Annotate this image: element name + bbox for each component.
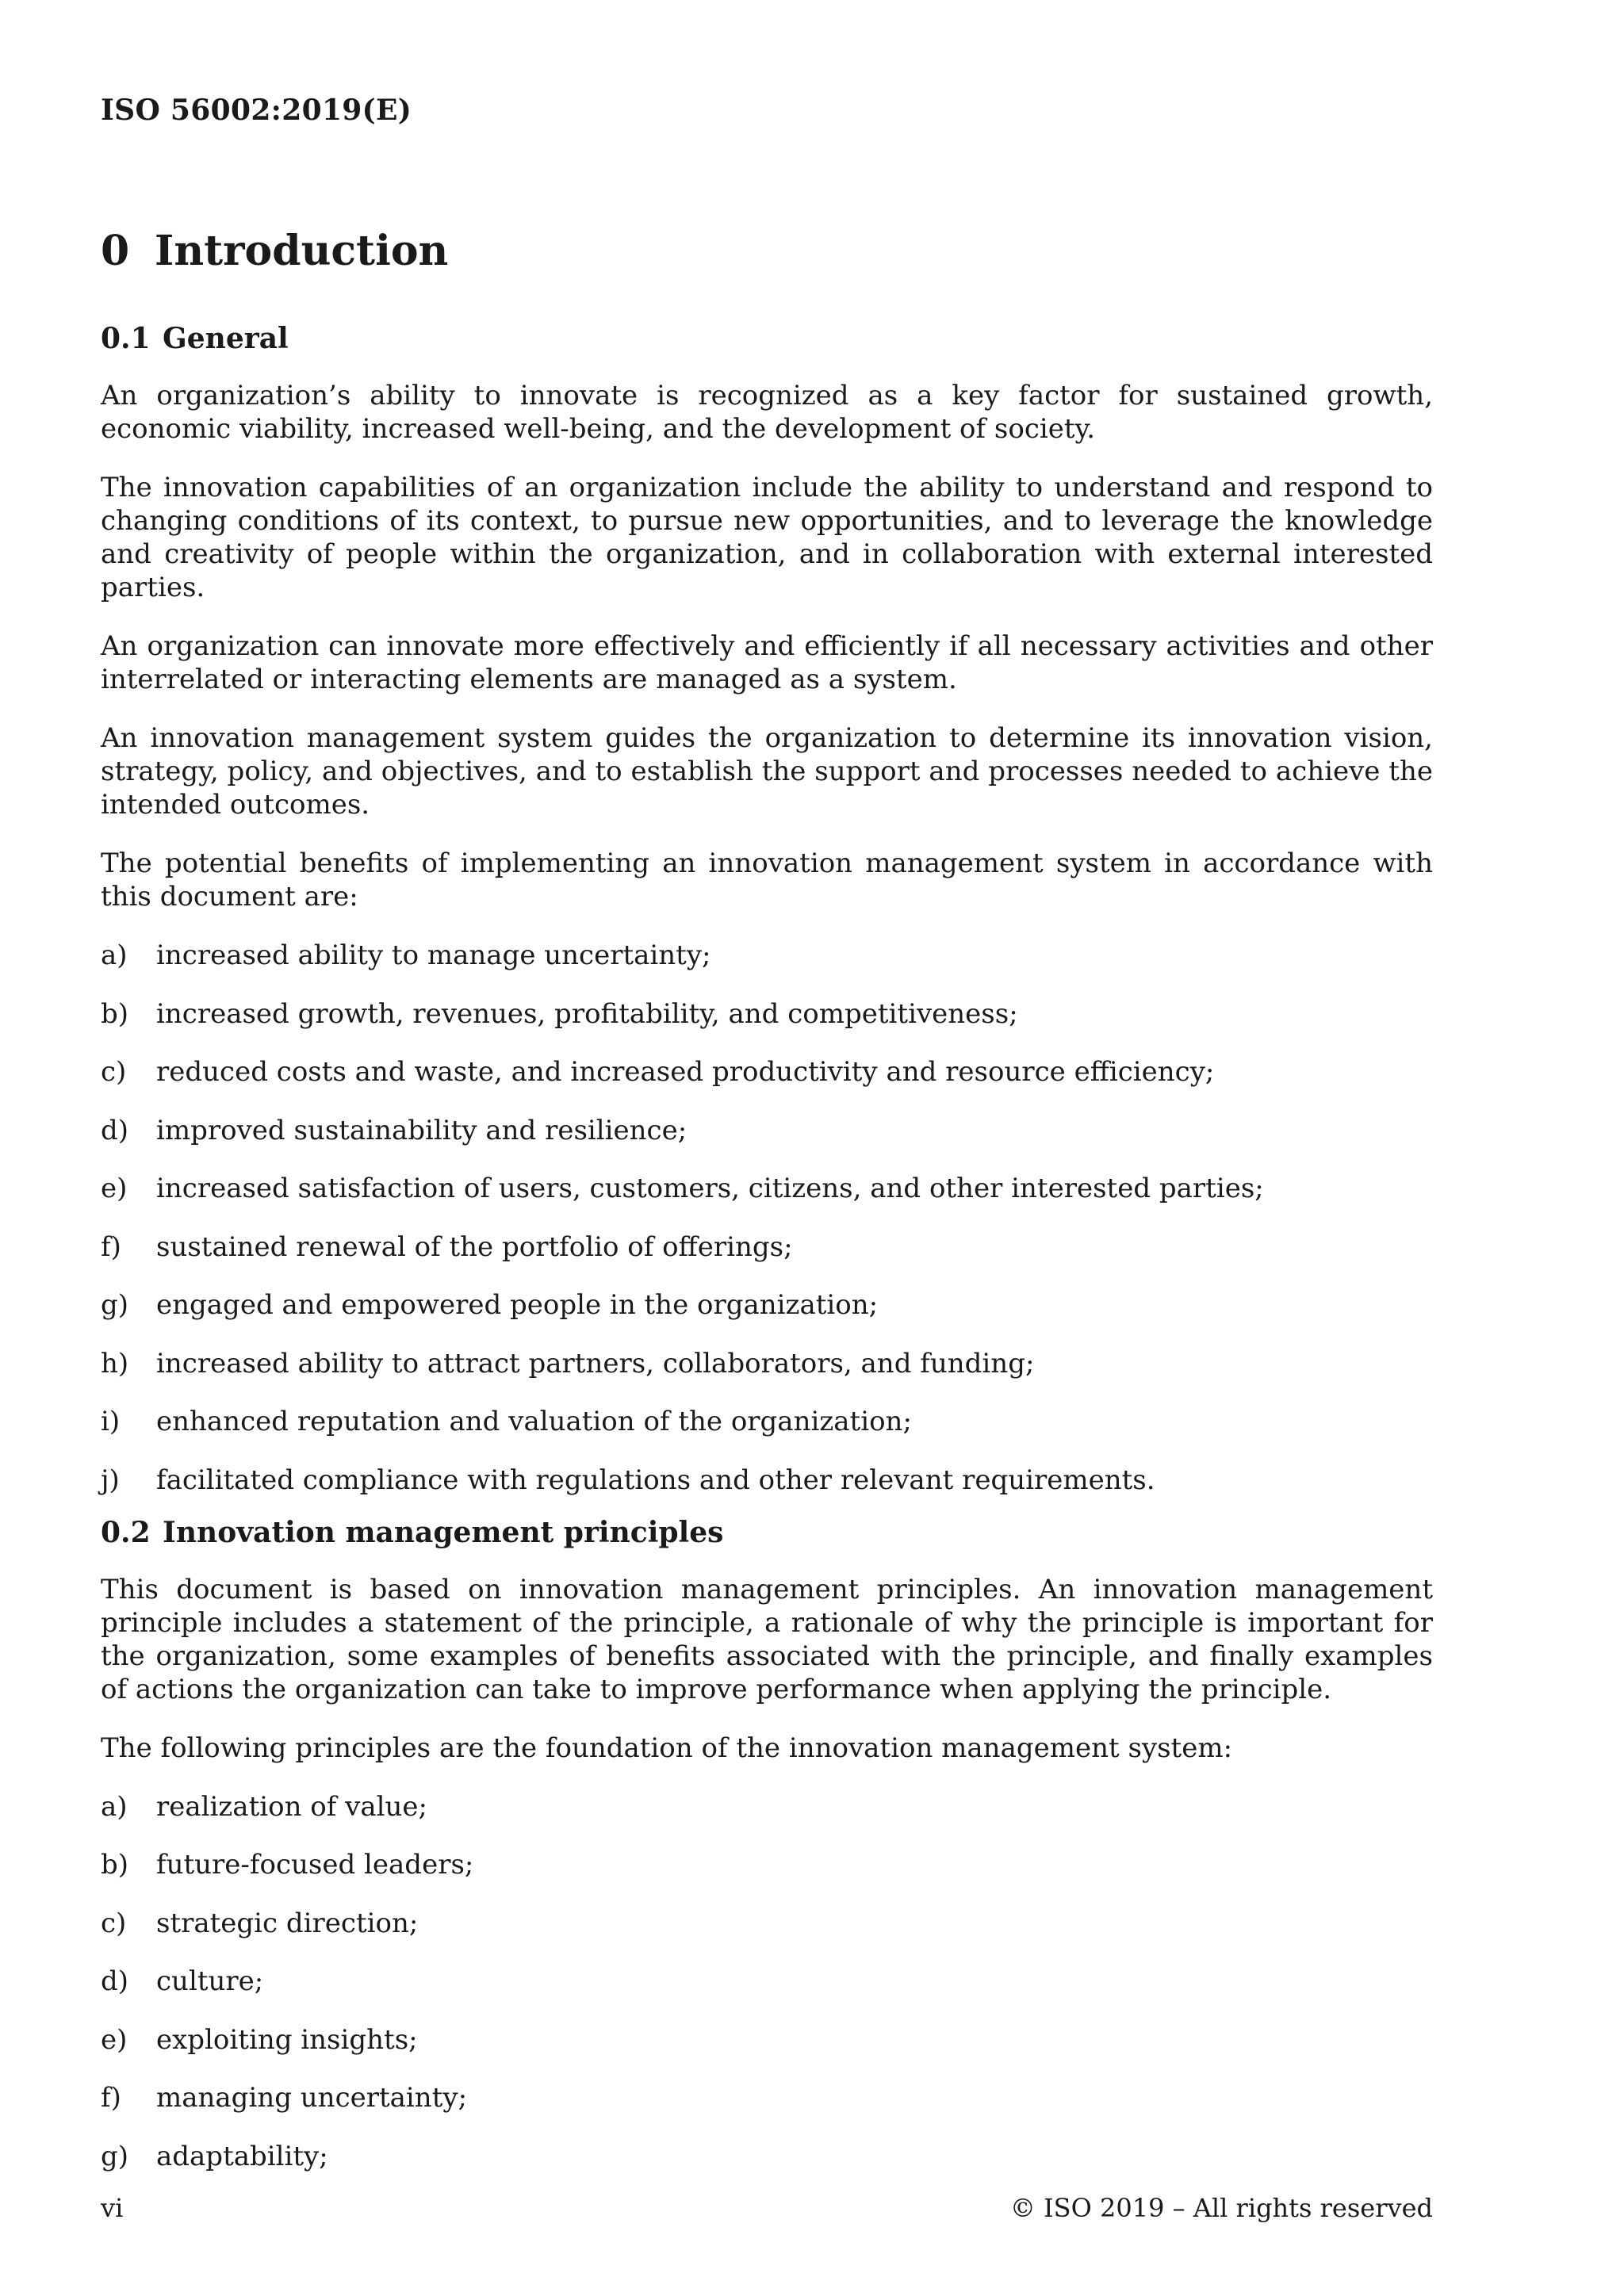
- list-marker: a): [101, 939, 128, 971]
- list-item: [101, 1965, 1433, 1998]
- subsection-number: 0.1: [101, 322, 151, 355]
- list-item-text: culture;: [156, 1965, 264, 1997]
- list-marker: b): [101, 1849, 129, 1881]
- list-item: [101, 2140, 1433, 2173]
- list-item: [101, 939, 1433, 972]
- list-item-text: increased ability to attract partners, collaborators, and funding;: [156, 1347, 1035, 1380]
- list-item: [101, 1055, 1433, 1089]
- list-item-text: engaged and empowered people in the organization;: [156, 1289, 879, 1321]
- subsection-title: General: [163, 322, 289, 355]
- list-item: [101, 1405, 1433, 1438]
- principles-list: [101, 1790, 1433, 2173]
- list-marker: g): [101, 1289, 129, 1321]
- list-item: [101, 1230, 1433, 1264]
- list-marker: b): [101, 997, 129, 1030]
- subsection-heading-general: [101, 320, 1433, 357]
- section-heading-introduction: [101, 224, 1433, 279]
- list-item: [101, 2023, 1433, 2057]
- paragraph: The following principles are the foundation of the innovation management system:: [101, 1732, 1233, 1764]
- list-marker: d): [101, 1965, 129, 1997]
- list-marker: h): [101, 1347, 129, 1380]
- page-number: vi: [101, 2193, 124, 2223]
- list-item: [101, 1464, 1433, 1497]
- document-identifier: ISO 56002:2019(E): [101, 94, 412, 127]
- list-marker: g): [101, 2140, 129, 2172]
- list-item-text: sustained renewal of the portfolio of offerings;: [156, 1230, 793, 1263]
- paragraph: An innovation management system guides the organization to determine its innovation vision, strategy, policy, and objectives, and to establish the support and processes needed to achieve the intended outcomes.: [101, 722, 1433, 821]
- paragraph: The innovation capabilities of an organization include the ability to understand and respond to changing conditions of its context, to pursue new opportunities, and to leverage the knowledge and creativity of people within the organization, and in collaboration with external interested parties.: [101, 472, 1433, 603]
- list-item: [101, 1347, 1433, 1380]
- list-item: [101, 1288, 1433, 1322]
- list-item-text: exploiting insights;: [156, 2023, 418, 2056]
- list-item-text: increased growth, revenues, profitability, and competitiveness;: [156, 997, 1018, 1030]
- list-item-text: facilitated compliance with regulations and other relevant requirements.: [156, 1464, 1155, 1496]
- list-marker: c): [101, 1056, 127, 1088]
- page-content: [101, 224, 1433, 2198]
- list-item-text: realization of value;: [156, 1790, 427, 1823]
- list-marker: a): [101, 1790, 128, 1823]
- list-item: [101, 2081, 1433, 2114]
- list-item: [101, 997, 1433, 1031]
- list-item-text: managing uncertainty;: [156, 2082, 468, 2114]
- list-marker: c): [101, 1907, 127, 1939]
- list-item: [101, 1790, 1433, 1823]
- list-item-text: reduced costs and waste, and increased productivity and resource efficiency;: [156, 1056, 1215, 1088]
- list-item-text: future-focused leaders;: [156, 1849, 474, 1881]
- list-marker: f): [101, 1230, 121, 1263]
- list-item-text: enhanced reputation and valuation of the organization;: [156, 1406, 912, 1437]
- paragraph: An organization can innovate more effectively and efficiently if all necessary activities and other interrelated or interacting elements are managed as a system.: [101, 630, 1433, 695]
- paragraph: An organization’s ability to innovate is recognized as a key factor for sustained growth, economic viability, increased well-being, and the development of society.: [101, 380, 1433, 445]
- list-item-text: increased satisfaction of users, customers, citizens, and other interested parties;: [156, 1173, 1264, 1204]
- subsection-number: 0.2: [101, 1515, 151, 1549]
- list-item: [101, 1907, 1433, 1940]
- section-title: Introduction: [155, 227, 449, 275]
- list-marker: i): [101, 1406, 121, 1437]
- list-item-text: strategic direction;: [156, 1907, 419, 1939]
- list-marker: e): [101, 1173, 128, 1204]
- subsection-title: Innovation management principles: [163, 1515, 724, 1549]
- document-page: [101, 0, 1433, 2296]
- list-item-text: adaptability;: [156, 2140, 328, 2172]
- list-marker: f): [101, 2082, 121, 2114]
- list-marker: j): [101, 1464, 120, 1496]
- paragraph: The potential benefits of implementing an innovation management system in accordance with this document are:: [101, 848, 1433, 913]
- list-item: [101, 1848, 1433, 1881]
- list-item-text: increased ability to manage uncertainty;: [156, 939, 711, 971]
- list-item-text: improved sustainability and resilience;: [156, 1114, 688, 1146]
- paragraph: This document is based on innovation management principles. An innovation management principle includes a statement of the principle, a rationale of why the principle is important for the organization, some examples of benefits associated with the principle, and finally examples of actions the organization can take to improve performance when applying the principle.: [101, 1573, 1433, 1705]
- list-marker: d): [101, 1114, 129, 1146]
- subsection-heading-principles: [101, 1514, 1433, 1551]
- list-marker: e): [101, 2023, 128, 2056]
- list-item: [101, 1114, 1433, 1147]
- section-number: 0: [101, 227, 130, 275]
- copyright-notice: © ISO 2019 – All rights reserved: [1009, 2193, 1433, 2223]
- list-item: [101, 1172, 1433, 1205]
- benefits-list: [101, 939, 1433, 1497]
